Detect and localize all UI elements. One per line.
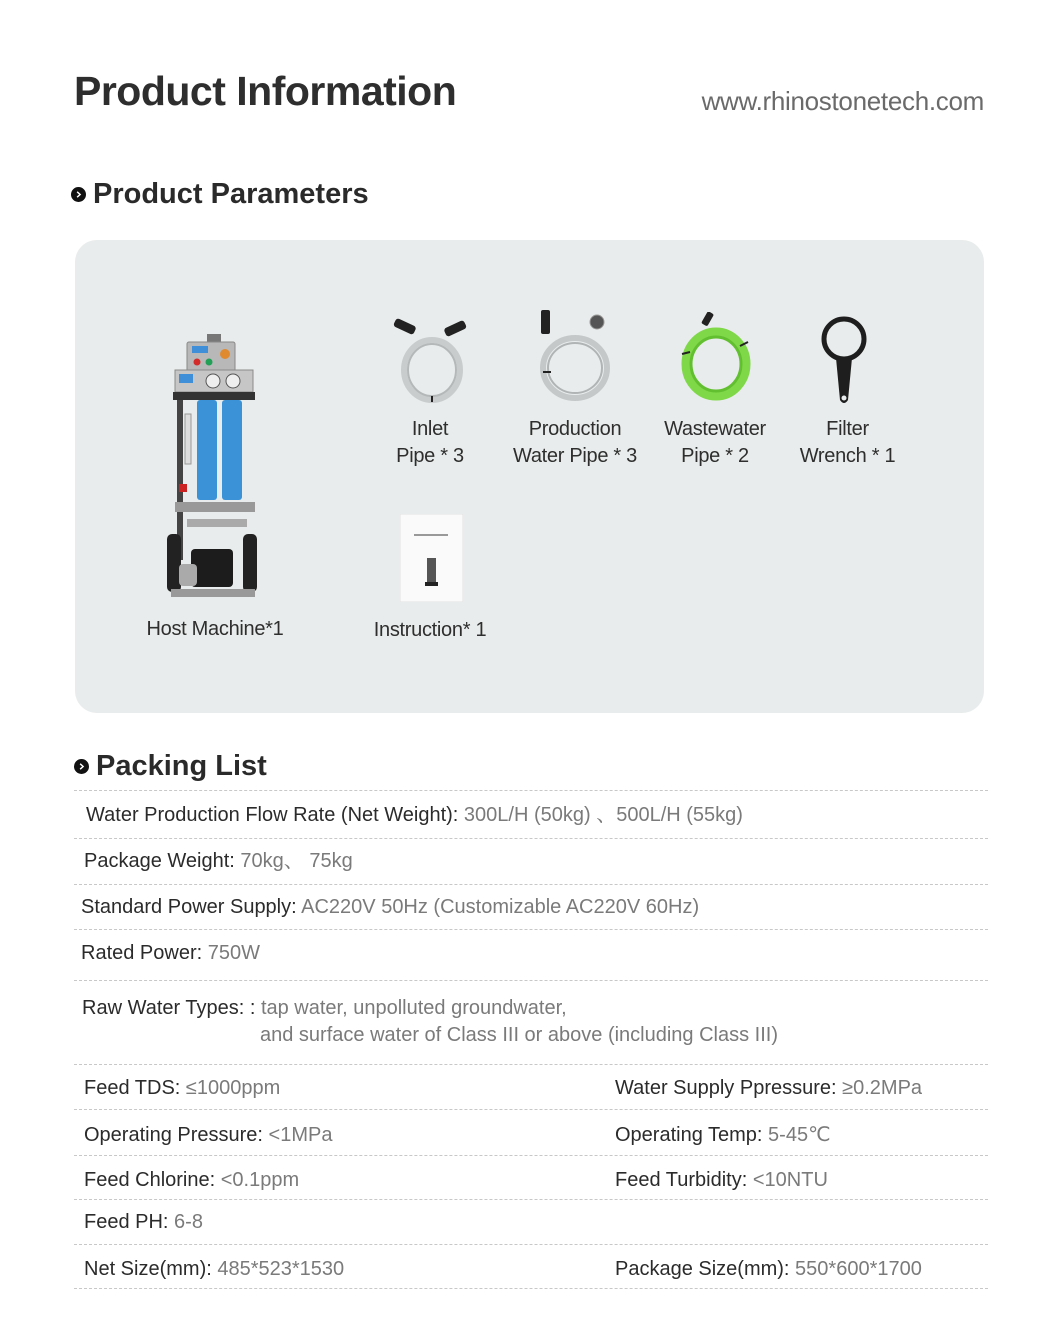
spec-row [74,1109,988,1155]
package-item-host-machine: Host Machine*1 [146,618,284,640]
spec-row [74,980,988,1064]
spec-operating-pressure: Operating Pressure: <1MPa [84,1124,333,1146]
package-item-wastewater-pipe: Wastewater Pipe * 2 [664,418,766,467]
spec-feed-chlorine: Feed Chlorine: <0.1ppm [84,1169,300,1191]
spec-table [74,790,988,1289]
spec-feed-ph: Feed PH: 6-8 [84,1211,203,1233]
spec-row [74,884,988,929]
spec-row [74,1064,988,1109]
section-heading-parameters [71,178,369,211]
spec-package-weight: Package Weight: 70kg、 75kg [84,850,353,872]
clear-pipe-fittings-image [535,308,615,404]
page-title: Product Information [74,68,457,114]
spec-raw-water-types-cont: and surface water of Class III or above (including Class III) [260,1024,779,1046]
spec-package-size: Package Size(mm): 550*600*1700 [615,1258,922,1280]
spec-row [74,790,988,838]
spec-net-size: Net Size(mm): 485*523*1530 [84,1258,345,1280]
spec-feed-tds: Feed TDS: ≤1000ppm [84,1077,281,1099]
spec-operating-temp: Operating Temp: 5-45℃ [615,1124,831,1146]
section-heading-packing-list [74,750,267,783]
spec-row [74,838,988,884]
spec-water-supply-pressure: Water Supply Ppressure: ≥0.2MPa [615,1077,923,1099]
spec-flow-rate: Water Production Flow Rate (Net Weight): 300L/H (50kg) 、500L/H (55kg) [86,804,743,826]
section-title: Packing List [96,750,267,782]
ro-machine-image [165,334,257,602]
package-item-inlet-pipe: Inlet Pipe * 3 [396,418,464,467]
filter-wrench-image [818,314,870,406]
spec-raw-water-types: Raw Water Types: : tap water, unpolluted groundwater, [82,997,567,1019]
package-item-filter-wrench: Filter Wrench * 1 [799,418,896,467]
spec-power-supply: Standard Power Supply: AC220V 50Hz (Customizable AC220V 60Hz) [81,896,700,918]
website-url: www.rhinostonetech.com [701,86,984,116]
spec-rated-power: Rated Power: 750W [81,942,260,964]
instruction-booklet-image [400,514,463,602]
chevron-right-icon [71,187,86,202]
spec-feed-turbidity: Feed Turbidity: <10NTU [615,1169,828,1191]
green-pipe-coil-image [678,312,754,402]
section-title: Product Parameters [93,178,369,210]
spec-row [74,929,988,980]
spec-row [74,1155,988,1199]
package-item-production-water-pipe: Production Water Pipe * 3 [512,418,637,467]
chevron-right-icon [74,759,89,774]
spec-row [74,1244,988,1289]
spec-row [74,1199,988,1244]
clear-pipe-coil-image [392,318,470,404]
package-item-instruction: Instruction* 1 [373,619,487,641]
